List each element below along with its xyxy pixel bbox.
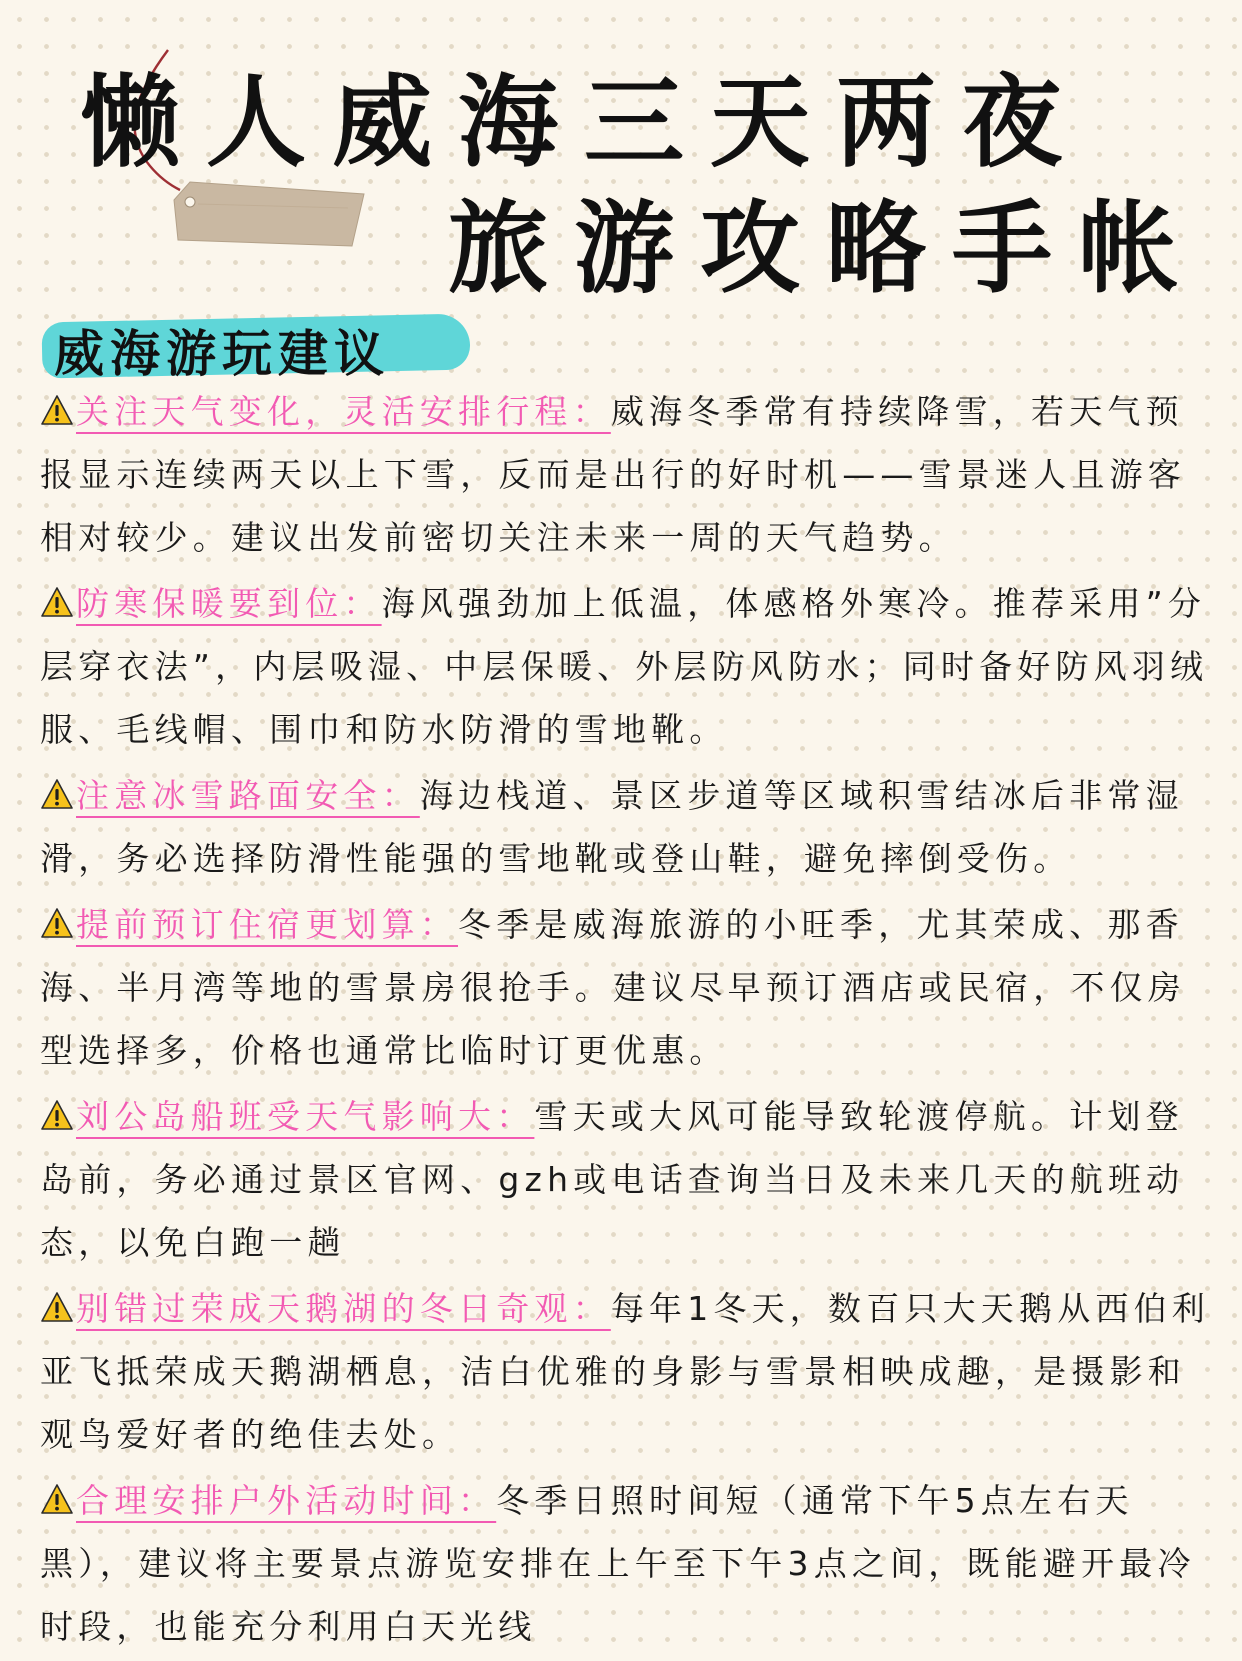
section-heading-text: 威海游玩建议 [54,325,390,383]
warning-icon [40,907,74,939]
tip-body: 雪天或大风可能导致轮渡停航。计划登岛前，务必通过景区官网、gzh或电话查询当日及未来几天的航班动态，以免白跑一趟 [40,1097,1185,1262]
tip-title: 合理安排户外活动时间： [76,1481,497,1520]
tip-title: 提前预订住宿更划算： [76,905,458,944]
tip-body: 每年1冬天，数百只大天鹅从西伯利亚飞抵荣成天鹅湖栖息，洁白优雅的身影与雪景相映成趣，是摄影和观鸟爱好者的绝佳去处。 [40,1289,1211,1454]
warning-icon [40,778,74,810]
page-title-line1: 懒人威海三天两夜 [80,64,1088,181]
tip-title: 注意冰雪路面安全： [76,776,420,815]
tip-title: 刘公岛船班受天气影响大： [76,1097,535,1136]
warning-icon [40,1291,74,1323]
tip-item [40,1085,1210,1274]
tip-body: 冬季是威海旅游的小旺季，尤其荣成、那香海、半月湾等地的雪景房很抢手。建议尽早预订酒店或民宿，不仅房型选择多，价格也通常比临时订更优惠。 [40,905,1186,1070]
tip-title: 关注天气变化，灵活安排行程： [76,392,611,431]
tip-item [40,1277,1210,1466]
tips-list [40,380,1210,1661]
tip-title: 别错过荣成天鹅湖的冬日奇观： [76,1289,611,1328]
tip-body: 冬季日照时间短（通常下午5点左右天黑），建议将主要景点游览安排在上午至下午3点之间，既能避开最冷时段，也能充分利用白天光线 [40,1481,1196,1646]
tip-item [40,1469,1210,1658]
warning-icon [40,1483,74,1515]
tip-body: 海风强劲加上低温，体感格外寒冷。推荐采用”分层穿衣法”，内层吸湿、中层保暖、外层防风防水；同时备好防风羽绒服、毛线帽、围巾和防水防滑的雪地靴。 [40,584,1209,749]
tip-body: 威海冬季常有持续降雪，若天气预报显示连续两天以上下雪，反而是出行的好时机——雪景迷人且游客相对较少。建议出发前密切关注未来一周的天气趋势。 [40,392,1186,557]
tip-item [40,572,1210,761]
paper-tag [168,172,368,258]
tip-title: 防寒保暖要到位： [76,584,382,623]
tip-item [40,764,1210,890]
page-title-line2: 旅游攻略手帐 [448,190,1204,307]
tip-item [40,380,1210,569]
warning-icon [40,394,74,426]
tip-item [40,893,1210,1082]
warning-icon [40,1099,74,1131]
tip-body: 海边栈道、景区步道等区域积雪结冰后非常湿滑，务必选择防滑性能强的雪地靴或登山鞋，避免摔倒受伤。 [40,776,1184,878]
section-heading [38,306,488,384]
warning-icon [40,586,74,618]
